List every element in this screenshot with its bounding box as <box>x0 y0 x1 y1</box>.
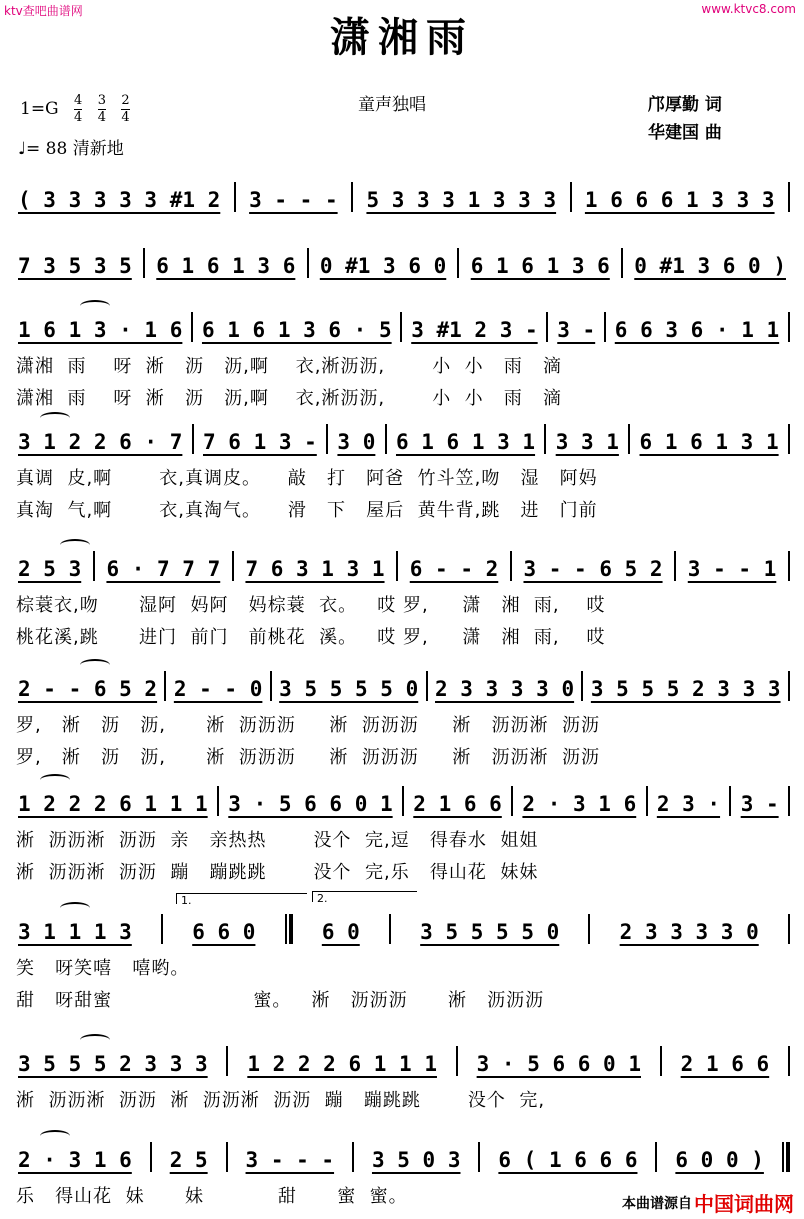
barline <box>581 671 583 701</box>
slur-mark <box>80 1034 110 1046</box>
barline <box>674 551 676 581</box>
measure: 1 2 2 2 6 1 1 1 <box>18 792 208 816</box>
key-signature: 1=G <box>20 99 59 119</box>
barline <box>389 914 391 944</box>
notation-line <box>14 306 790 342</box>
barline <box>150 1142 152 1172</box>
watermark-right: www.ktvc8.com <box>701 2 796 16</box>
barline <box>478 1142 480 1172</box>
barline <box>788 424 790 454</box>
measure: 1 6 6 6 1 3 3 3 <box>584 188 775 212</box>
measure: 0 #1 3 6 0 <box>319 254 447 278</box>
barline <box>270 671 272 701</box>
lyric-line: 潇湘 雨 呀 淅 沥 沥,啊 衣,淅沥沥, 小 小 雨 滴 <box>16 388 562 409</box>
measure: 6 · 7 7 7 <box>106 557 221 581</box>
barline <box>544 424 546 454</box>
barline <box>588 914 590 944</box>
measure: 3 5 5 5 5 0 <box>279 677 419 701</box>
measure: 3 - - 6 5 2 <box>523 557 663 581</box>
lyric-line: 真调 皮,啊 衣,真调皮。 敲 打 阿爸 竹斗笠,吻 湿 阿妈 <box>16 468 598 489</box>
barline <box>326 424 328 454</box>
barline <box>729 786 731 816</box>
barline <box>93 551 95 581</box>
slur-mark <box>40 774 70 786</box>
lyric-line: 潇湘 雨 呀 淅 沥 沥,啊 衣,淅沥沥, 小 小 雨 滴 <box>16 356 562 377</box>
notation-line <box>14 176 790 212</box>
barline <box>402 786 404 816</box>
barline <box>628 424 630 454</box>
measure: 3 1 1 1 3 <box>18 920 132 944</box>
slur-mark <box>40 1130 70 1142</box>
measure: 3 3 1 <box>555 430 619 454</box>
barline <box>457 248 459 278</box>
barline <box>396 551 398 581</box>
site-name: 中国词曲网 <box>694 1192 794 1216</box>
barline <box>143 248 145 278</box>
measure: 3 - - - <box>249 188 338 212</box>
measure: 1 2 2 2 6 1 1 1 <box>247 1052 437 1076</box>
barline <box>234 182 236 212</box>
lyric-line: 罗, 淅 沥 沥, 淅 沥沥沥 淅 沥沥沥 淅 沥沥淅 沥沥 <box>16 747 600 768</box>
barline <box>621 248 623 278</box>
measure: 6 0 <box>321 920 360 944</box>
measure: 3 1 2 2 6 · 7 <box>18 430 183 454</box>
barline <box>164 671 166 701</box>
barline <box>426 671 428 701</box>
measure: 7 6 3 1 3 1 <box>245 557 385 581</box>
measure: 6 1 6 1 3 1 <box>395 430 536 454</box>
time-signature-3: 2 4 <box>121 93 130 125</box>
lyric-line: 桃花溪,跳 进门 前门 前桃花 溪。 哎 罗, 潇 湘 雨, 哎 <box>16 627 606 648</box>
lyric-line: 乐 得山花 妹 妹 甜 蜜 蜜。 <box>16 1186 408 1207</box>
slur-mark <box>60 539 90 551</box>
barline <box>232 551 234 581</box>
barline <box>788 551 790 581</box>
barline <box>660 1046 662 1076</box>
barline <box>546 312 548 342</box>
barline <box>351 182 353 212</box>
measure: 7 6 1 3 - <box>203 430 317 454</box>
measure: 2 - - 6 5 2 <box>18 677 158 701</box>
barline <box>788 312 790 342</box>
barline <box>604 312 606 342</box>
barline <box>400 312 402 342</box>
measure: 2 1 6 6 <box>413 792 502 816</box>
barline <box>456 1046 458 1076</box>
measure: 3 - - - <box>245 1148 335 1172</box>
composer-credit: 华建国 曲 <box>648 123 722 143</box>
measure: 2 3 3 3 3 0 <box>435 677 575 701</box>
lyric-line: 罗, 淅 沥 沥, 淅 沥沥沥 淅 沥沥沥 淅 沥沥淅 沥沥 <box>16 715 600 736</box>
slur-mark <box>80 300 110 312</box>
barline <box>307 248 309 278</box>
barline <box>226 1142 228 1172</box>
measure: 2 1 6 6 <box>680 1052 770 1076</box>
notation-line <box>14 780 790 816</box>
time-signature-1: 4 4 <box>74 93 83 125</box>
notation-line <box>14 908 790 944</box>
lyric-line: 甜 呀甜蜜 蜜。 淅 沥沥沥 淅 沥沥沥 <box>16 990 545 1011</box>
measure: 6 0 0 ) <box>675 1148 764 1172</box>
measure: ( 3 3 3 3 3 #1 2 <box>18 188 221 212</box>
barline <box>385 424 387 454</box>
slur-mark <box>60 902 90 914</box>
barline <box>217 786 219 816</box>
song-title: 潇湘雨 <box>330 14 474 61</box>
lyric-line: 淅 沥沥淅 沥沥 淅 沥沥淅 沥沥 蹦 蹦跳跳 没个 完, <box>16 1090 546 1111</box>
measure: 2 5 <box>169 1148 208 1172</box>
barline <box>192 424 194 454</box>
barline <box>352 1142 354 1172</box>
measure: 6 ( 1 6 6 6 <box>498 1148 638 1172</box>
lyric-line: 真淘 气,啊 衣,真淘气。 滑 下 屋后 黄牛背,跳 进 门前 <box>16 500 598 521</box>
measure: 6 6 0 <box>192 920 256 944</box>
measure: 6 1 6 1 3 1 <box>639 430 779 454</box>
measure: 3 - <box>557 318 596 342</box>
barline <box>788 786 790 816</box>
measure: 3 - <box>740 792 779 816</box>
measure: 1 6 1 3 · 1 6 <box>18 318 183 342</box>
barline <box>510 551 512 581</box>
measure: 6 1 6 1 3 6 <box>470 254 610 278</box>
lyric-line: 笑 呀笑嘻 嘻哟。 <box>16 958 190 979</box>
barline <box>570 182 572 212</box>
measure: 2 - - 0 <box>173 677 263 701</box>
double-barline <box>782 1142 790 1172</box>
source-label: 本曲谱源自 <box>622 1196 692 1212</box>
barline <box>788 182 790 212</box>
measure: 2 3 3 3 3 0 <box>619 920 759 944</box>
barline <box>161 914 163 944</box>
measure: 7 3 5 3 5 <box>18 254 132 278</box>
measure: 3 · 5 6 6 0 1 <box>476 1052 641 1076</box>
performance-type: 童声独唱 <box>358 95 426 115</box>
volta-first: 1. <box>176 893 307 904</box>
measure: 6 - - 2 <box>409 557 499 581</box>
measure: 3 5 5 5 5 0 <box>420 920 560 944</box>
measure: 6 6 3 6 · 1 1 <box>614 318 780 342</box>
measure: 2 · 3 1 6 <box>522 792 637 816</box>
barline <box>226 1046 228 1076</box>
notation-line <box>14 1040 790 1076</box>
measure: 5 3 3 3 1 3 3 3 <box>366 188 557 212</box>
double-barline <box>285 914 293 944</box>
measure: 3 5 0 3 <box>371 1148 461 1172</box>
barline <box>788 671 790 701</box>
notation-line <box>14 1136 790 1172</box>
measure: 3 #1 2 3 - <box>411 318 538 342</box>
measure: 3 5 5 5 2 3 3 3 <box>18 1052 208 1076</box>
lyric-line: 棕蓑衣,吻 湿阿 妈阿 妈棕蓑 衣。 哎 罗, 潇 湘 雨, 哎 <box>16 595 606 616</box>
measure: 2 5 3 <box>18 557 82 581</box>
slur-mark <box>80 659 110 671</box>
measure: 2 3 · <box>656 792 721 816</box>
notation-line <box>14 242 790 278</box>
barline <box>655 1142 657 1172</box>
key-and-time <box>20 94 130 125</box>
lyric-line: 淅 沥沥淅 沥沥 蹦 蹦跳跳 没个 完,乐 得山花 妹妹 <box>16 862 539 883</box>
lyricist-credit: 邝厚勤 词 <box>648 95 722 115</box>
barline <box>788 1046 790 1076</box>
measure: 0 #1 3 6 0 ) <box>634 254 786 278</box>
volta-second: 2. <box>312 891 417 902</box>
measure: 3 5 5 5 2 3 3 3 <box>590 677 781 701</box>
notation-line <box>14 665 790 701</box>
barline <box>191 312 193 342</box>
measure: 3 · 5 6 6 0 1 <box>228 792 393 816</box>
measure: 2 · 3 1 6 <box>18 1148 132 1172</box>
measure: 6 1 6 1 3 6 · 5 <box>201 318 392 342</box>
tempo-marking: ♩= 88 清新地 <box>18 139 124 159</box>
barline <box>788 914 790 944</box>
measure: 3 - - 1 <box>687 557 777 581</box>
notation-line <box>14 418 790 454</box>
time-signature-2: 3 4 <box>97 93 107 125</box>
barline <box>511 786 513 816</box>
notation-line <box>14 545 790 581</box>
slur-mark <box>40 412 70 424</box>
measure: 3 0 <box>337 430 376 454</box>
watermark-left: ktv查吧曲谱网 <box>4 4 83 18</box>
lyric-line: 淅 沥沥淅 沥沥 亲 亲热热 没个 完,逗 得春水 姐姐 <box>16 830 539 851</box>
measure: 6 1 6 1 3 6 <box>156 254 296 278</box>
barline <box>646 786 648 816</box>
